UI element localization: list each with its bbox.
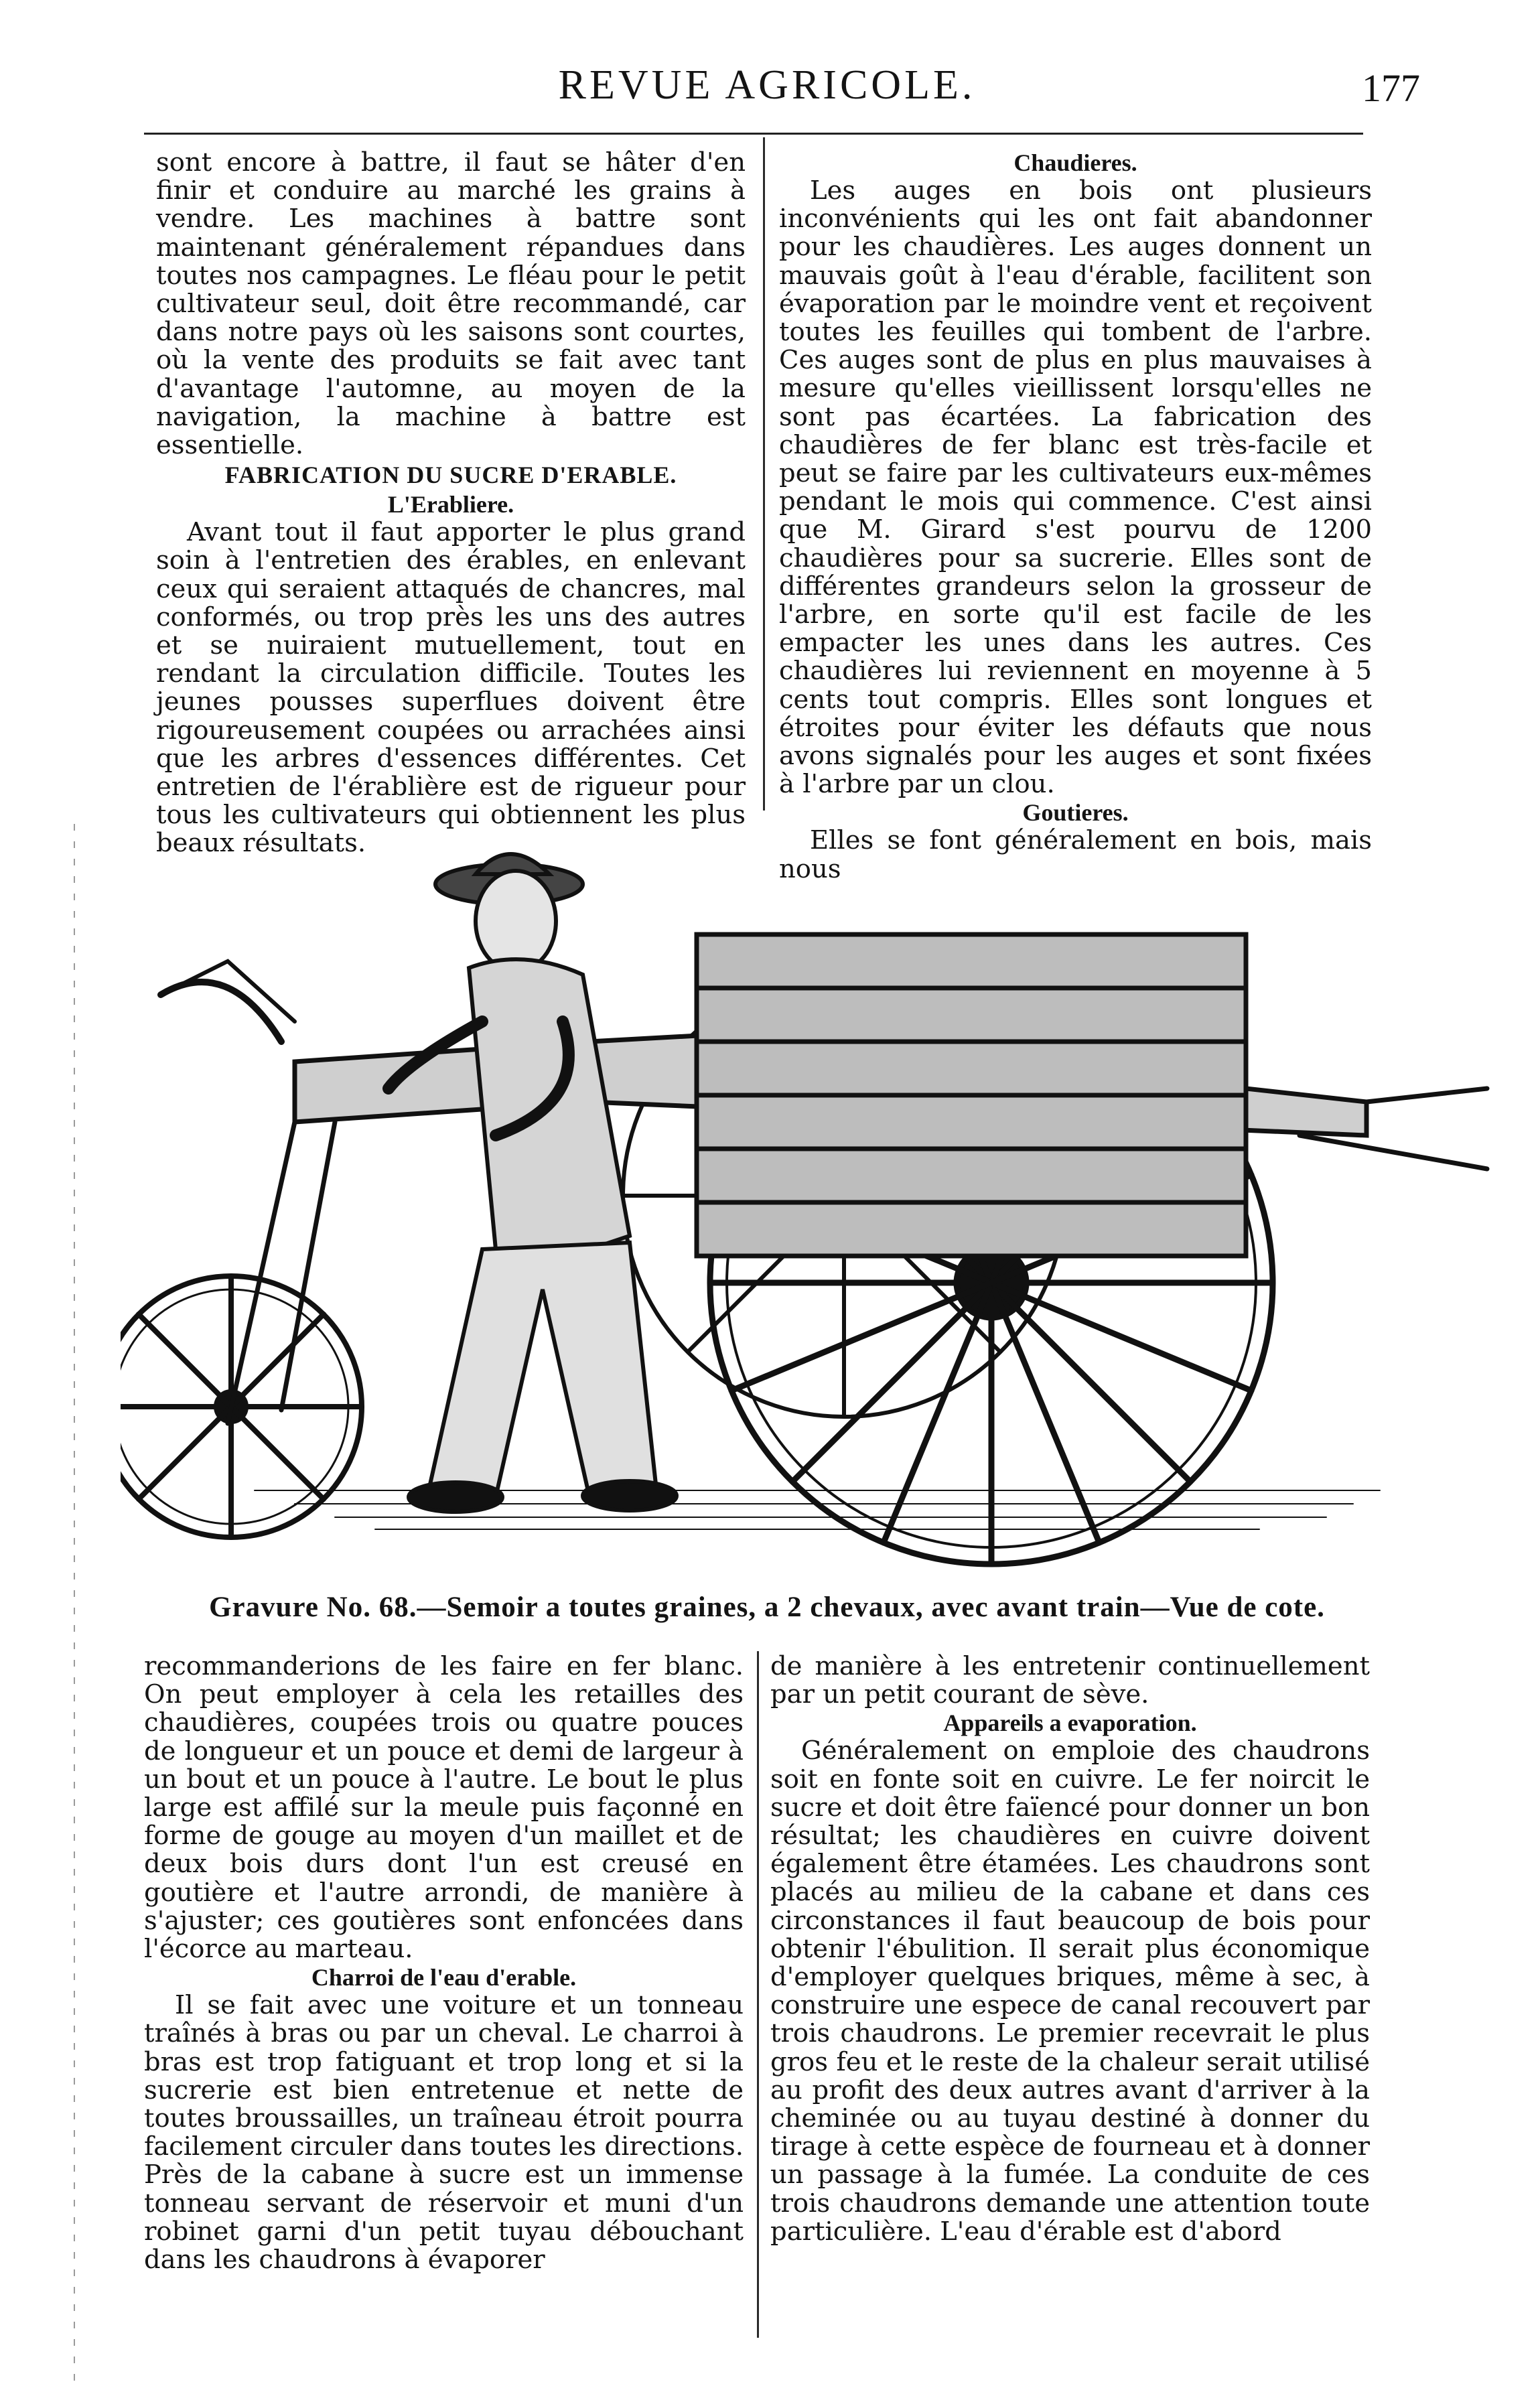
paragraph-charroi: Il se fait avec une voiture et un tonneau traînés à bras ou par un cheval. Le charroi à bras est trop fatiguant et trop long et si la sucrerie est bien entretenue et nette de toutes broussailles, un traîneau étroit pourra facilement circuler dans toutes les directions. Près de la cabane à sucre est un immense tonneau servant de réservoir et muni d'un robinet garni d'un petit tuyau débouchant dans les chaudrons à évaporer (144, 1990, 744, 2275)
paragraph-goutieres-start: Elles se font généralement en bois, mais nous (779, 825, 1372, 884)
text-column-upper-right (779, 149, 1372, 884)
section-heading-sugar: FABRICATION DU SUCRE D'ERABLE. (224, 462, 677, 489)
engraving-seed-drill (121, 821, 1500, 1588)
text-column-lower-right (770, 1653, 1370, 2246)
text-column-lower-left (144, 1653, 744, 2274)
paragraph-erabliere: Avant tout il faut apporter le plus grand soin à l'entretien des érables, en enlevant ceux qui seraient attaqués de chancres, mal conformés, ou trop près les uns des autres et se nuiraient mutuellement, tout en rendant la circulation difficile. Toutes les jeunes pousses superflues doivent être rigoureusement coupées ou arrachées ainsi que les arbres d'essences différentes. Cet entretien de l'érablière est de rigueur pour tous les cultivateurs qui obtiennent les plus beaux résultats. (156, 517, 746, 859)
running-head: REVUE AGRICOLE. (558, 62, 976, 108)
subheading-chaudieres: Chaudieres. (1013, 149, 1137, 176)
paragraph-appareils: Généralement on emploie des chaudrons soit en fonte soit en cuivre. Le fer noircit le sucre et doit être faïencé pour donner un bon résultat; les chaudières en cuivre doivent également être étamées. Les chaudrons sont placés au milieu de la cabane et dans ces circonstances il faut beaucoup de bois pour obtenir l'ébulition. Il serait plus économique d'employer quelques briques, même à sec, à construire une espece de canal recouvert par trois chaudrons. Le premier recevrait le plus gros feu et le reste de la chaleur serait utilisé au profit des deux autres avant d'arriver à la cheminée ou au tuyau destiné à donner du tirage à cette espèce de fourneau et à donner un passage à la fumée. La conduite de ces trois chaudrons demande une attention toute particulière. L'eau d'érable est d'abord (770, 1736, 1370, 2247)
header-rule (144, 133, 1363, 135)
page-header (114, 62, 1420, 122)
paragraph-chaudieres: Les auges en bois ont plusieurs inconvénients qui les ont fait abandonner pour les chaudières. Les auges donnent un mauvais goût à l'eau d'érable, facilitent son évaporation par le moindre vent et reçoivent toutes les feuilles qui tombent de l'arbre. Ces auges sont de plus en plus mauvaises à mesure qu'elles vieillissent lorsqu'elles ne sont pas écartées. La fabrication des chaudières de fer blanc est très-facile et peut se faire par les cultivateurs eux-mêmes pendant le mois qui commence. C'est ainsi que M. Girard s'est pourvu de 1200 chaudières pour sa sucrerie. Elles sont de différentes grandeurs selon la grosseur de l'arbre, en sorte qu'il est facile de les empacter les unes dans les autres. Ces chaudières lui reviennent en moyenne à 5 cents tout compris. Elles sont longues et étroites pour éviter les défauts que nous avons signalés pour les auges et sont fixées à l'arbre par un clou. (779, 175, 1372, 800)
operator-figure (389, 854, 677, 1512)
front-wheel (121, 1276, 362, 1537)
page-number: 177 (1362, 66, 1420, 110)
subheading-erabliere: L'Erabliere. (387, 491, 514, 518)
figure-caption: Gravure No. 68.—Semoir a toutes graines, a 2 chevaux, avec avant train—Vue de cote. (209, 1592, 1325, 1623)
subheading-charroi: Charroi de l'eau d'erable. (311, 1964, 577, 1991)
text-column-upper-left (156, 149, 746, 858)
paragraph-threshing: sont encore à battre, il faut se hâter d'en finir et conduire au marché les grains à vendre. Les machines à battre sont maintenant généralement répandues dans toutes nos campagnes. Le fléau pour le petit cultivateur seul, doit être recommandé, car dans notre pays où les saisons sont courtes, où la vente des produits se fait avec tant d'avantage l'automne, au moyen de la navigation, la machine à battre est essentielle. (156, 147, 746, 461)
subheading-appareils: Appareils a evaporation. (943, 1709, 1197, 1737)
subheading-goutieres: Goutieres. (1022, 799, 1129, 827)
seed-drill-illustration (121, 821, 1500, 1588)
paragraph-charroi-cont: de manière à les entretenir continuellement par un petit courant de sève. (770, 1651, 1370, 1710)
binding-gutter-marks (74, 824, 75, 2385)
paragraph-goutieres-cont: recommanderions de les faire en fer blanc. On peut employer à cela les retailles des chaudières, coupées trois ou quatre pouces de longueur et un pouce et demi de largeur à un bout et un pouce à l'autre. Le bout le plus large est affilé sur la meule puis façonné en forme de gouge au moyen d'un maillet et de deux bois durs dont l'un est creusé en goutière et l'autre arrondi, de manière à s'ajuster; ces goutières sont enfoncées dans l'écorce au marteau. (144, 1651, 744, 1965)
column-divider-lower (757, 1651, 759, 2338)
column-divider-upper (763, 137, 765, 811)
